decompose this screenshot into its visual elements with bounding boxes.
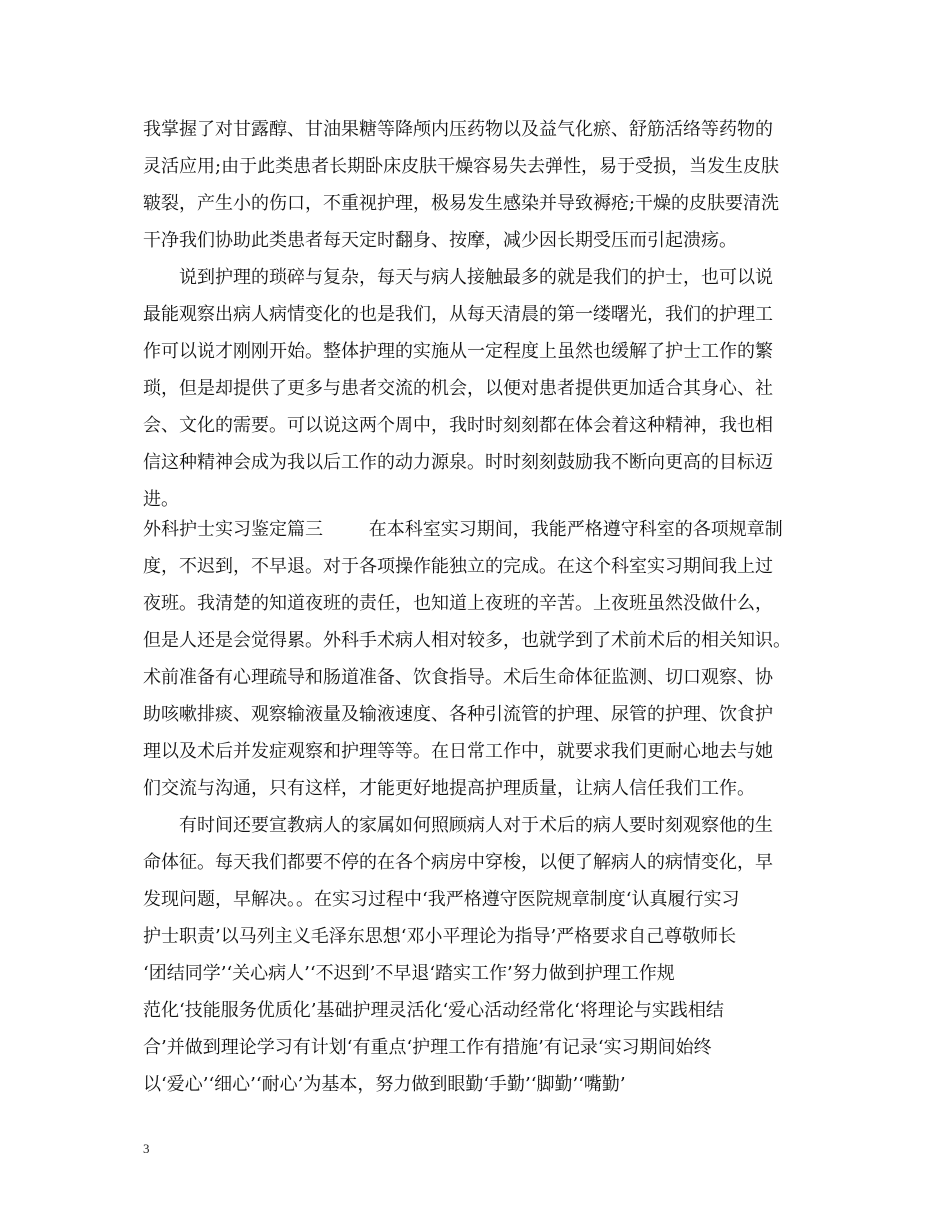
text-line: 有时间还要宣教病人的家属如何照顾病人对于术后的病人要时刻观察他的生: [179, 815, 773, 836]
text-line: 度，不迟到，不早退。对于各项操作能独立的完成。在这个科室实习期间我上过: [143, 556, 773, 577]
text-line: 进。: [143, 489, 179, 510]
text-line: 皲裂，产生小的伤口，不重视护理，极易发生感染并导致褥疮;干燥的皮肤要清洗: [143, 193, 780, 214]
text-line: 会、文化的需要。可以说这两个周中，我时时刻刻都在体会着这种精神，我也相: [143, 415, 773, 436]
section-heading-line: 外科护士实习鉴定篇三 在本科室实习期间，我能严格遵守科室的各项规章制: [143, 519, 783, 540]
text-line: 发现问题，早解决。。在实习过程中‘我严格遵守医院规章制度‘认真履行实习: [143, 889, 740, 910]
text-line: 最能观察出病人病情变化的也是我们，从每天清晨的第一缕曙光，我们的护理工: [143, 304, 773, 325]
text-line: 夜班。我清楚的知道夜班的责任，也知道上夜班的辛苦。上夜班虽然没做什么，: [143, 593, 773, 614]
text-line: 我掌握了对甘露醇、甘油果糖等降颅内压药物以及益气化瘀、舒筋活络等药物的: [143, 119, 773, 140]
text-line: 护士职责’以马列主义毛泽东思想‘邓小平理论为指导’严格要求自己尊敬师长: [143, 926, 737, 947]
text-line: 但是人还是会觉得累。外科手术病人相对较多，也就学到了术前术后的相关知识。: [143, 630, 791, 651]
text-line: 说到护理的琐碎与复杂，每天与病人接触最多的就是我们的护士，也可以说: [179, 267, 773, 288]
page-number: 3: [143, 1141, 150, 1156]
text-line: 理以及术后并发症观察和护理等等。在日常工作中，就要求我们更耐心地去与她: [143, 741, 773, 762]
text-line: 范化‘技能服务优质化’基础护理灵活化‘爱心活动经常化‘将理论与实践相结: [143, 1000, 724, 1021]
text-line: 合’并做到理论学习有计划‘有重点‘护理工作有措施’有记录‘实习期间始终: [143, 1037, 712, 1058]
text-line: 作可以说才刚刚开始。整体护理的实施从一定程度上虽然也缓解了护士工作的繁: [143, 341, 773, 362]
text-line: 助咳嗽排痰、观察输液量及输液速度、各种引流管的护理、尿管的护理、饮食护: [143, 704, 773, 725]
text-line: 术前准备有心理疏导和肠道准备、饮食指导。术后生命体征监测、切口观察、协: [143, 667, 773, 688]
text-line: 信这种精神会成为我以后工作的动力源泉。时时刻刻鼓励我不断向更高的目标迈: [143, 452, 773, 473]
text-line: ‘团结同学’‘关心病人’‘不迟到’不早退‘踏实工作’努力做到护理工作规: [143, 963, 675, 984]
text-line: 灵活应用;由于此类患者长期卧床皮肤干燥容易失去弹性，易于受损，当发生皮肤: [143, 156, 780, 177]
text-line: 们交流与沟通，只有这样，才能更好地提高护理质量，让病人信任我们工作。: [143, 778, 755, 799]
text-line: 琐，但是却提供了更多与患者交流的机会，以便对患者提供更加适合其身心、社: [143, 378, 773, 399]
text-line: 命体征。每天我们都要不停的在各个病房中穿梭，以便了解病人的病情变化，早: [143, 852, 773, 873]
text-line: 以‘爱心’‘细心’‘耐心’为基本，努力做到眼勤‘手勤’‘脚勤’‘嘴勤’: [143, 1074, 626, 1095]
text-line: 干净我们协助此类患者每天定时翻身、按摩，减少因长期受压而引起溃疡。: [143, 230, 737, 251]
